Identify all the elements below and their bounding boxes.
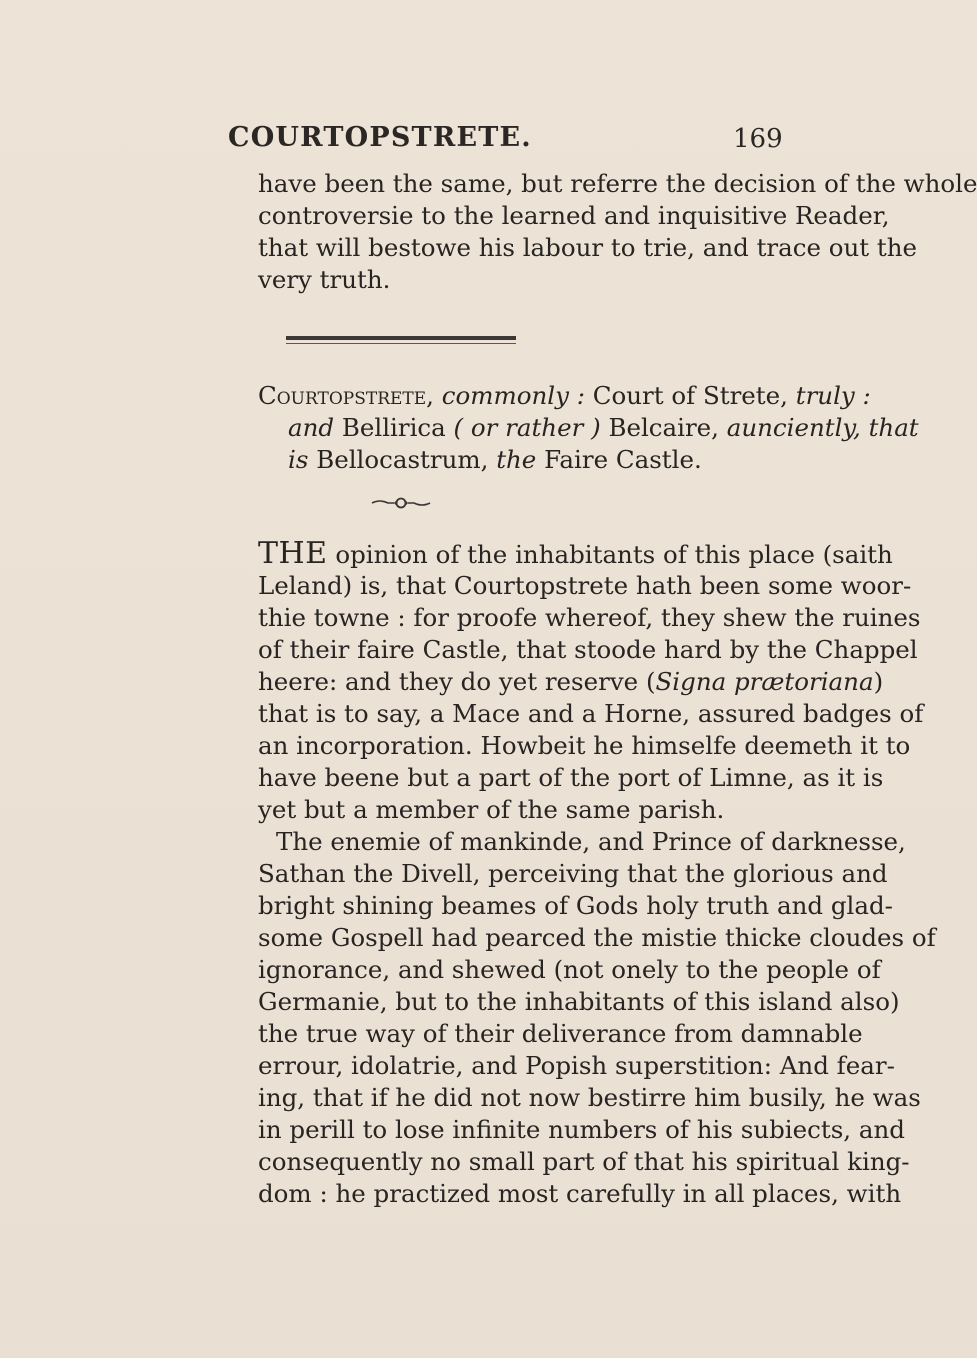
printers-flourish-icon xyxy=(370,496,432,510)
heading-place-name: Courtopstrete, xyxy=(258,381,434,410)
divider-thick-line xyxy=(286,336,516,340)
heading-italic-truly: truly : xyxy=(795,381,871,410)
paragraph3-line-8: errour, idolatrie, and Popish superstition: And fear- xyxy=(258,1051,895,1080)
paragraph2-line-1: THE opinion of the inhabitants of this place (saith xyxy=(258,536,893,571)
section-divider-rule xyxy=(286,336,516,344)
paragraph2-line-3: thie towne : for proofe whereof, they shew the ruines xyxy=(258,603,921,632)
latin-phrase: Signa prætoriana xyxy=(655,667,874,696)
divider-thin-line xyxy=(286,343,516,344)
heading-line-3: is Bellocastrum, the Faire Castle. xyxy=(288,445,702,474)
running-head-title: COURTOPSTRETE. xyxy=(228,122,532,153)
paragraph2-initial: THE xyxy=(258,536,328,571)
page-number: 169 xyxy=(733,124,783,154)
paragraph3-line-1: The enemie of mankinde, and Prince of darknesse, xyxy=(276,827,906,856)
paragraph3-line-5: ignorance, and shewed (not onely to the people of xyxy=(258,955,881,984)
paragraph1-line-3: that will bestowe his labour to trie, and trace out the xyxy=(258,233,918,262)
paragraph1-line-2: controversie to the learned and inquisitive Reader, xyxy=(258,201,890,230)
heading-italic-commonly: commonly : xyxy=(441,381,585,410)
paragraph3-line-2: Sathan the Divell, perceiving that the glorious and xyxy=(258,859,888,888)
paragraph2-line-9: yet but a member of the same parish. xyxy=(258,795,725,824)
heading-line-1: Courtopstrete, commonly : Court of Strete, truly : xyxy=(258,381,871,410)
paragraph3-line-7: the true way of their deliverance from damnable xyxy=(258,1019,863,1048)
paragraph3-line-3: bright shining beames of Gods holy truth and glad- xyxy=(258,891,893,920)
paragraph3-line-12: dom : he practized most carefully in all places, with xyxy=(258,1179,902,1208)
running-head xyxy=(0,122,800,162)
paragraph3-line-10: in perill to lose infinite numbers of his subiects, and xyxy=(258,1115,905,1144)
paragraph3-line-11: consequently no small part of that his spiritual king- xyxy=(258,1147,910,1176)
paragraph3-line-4: some Gospell had pearced the mistie thicke cloudes of xyxy=(258,923,936,952)
paragraph3-line-9: ing, that if he did not now bestirre him busily, he was xyxy=(258,1083,921,1112)
paragraph2-line-5: heere: and they do yet reserve (Signa prætoriana) xyxy=(258,667,884,696)
paragraph2-line-2: Leland) is, that Courtopstrete hath been some woor- xyxy=(258,571,912,600)
paragraph2-line-4: of their faire Castle, that stoode hard by the Chappel xyxy=(258,635,918,664)
paragraph2-line-8: have beene but a part of the port of Limne, as it is xyxy=(258,763,884,792)
paragraph2-line-6: that is to say, a Mace and a Horne, assured badges of xyxy=(258,699,924,728)
paragraph1-line-1: have been the same, but referre the decision of the whole xyxy=(258,169,977,198)
heading-line-2: and Bellirica ( or rather ) Belcaire, aunciently, that xyxy=(288,413,919,442)
paragraph1-line-4: very truth. xyxy=(258,265,391,294)
paragraph3-line-6: Germanie, but to the inhabitants of this island also) xyxy=(258,987,900,1016)
paragraph2-line-7: an incorporation. Howbeit he himselfe deemeth it to xyxy=(258,731,911,760)
